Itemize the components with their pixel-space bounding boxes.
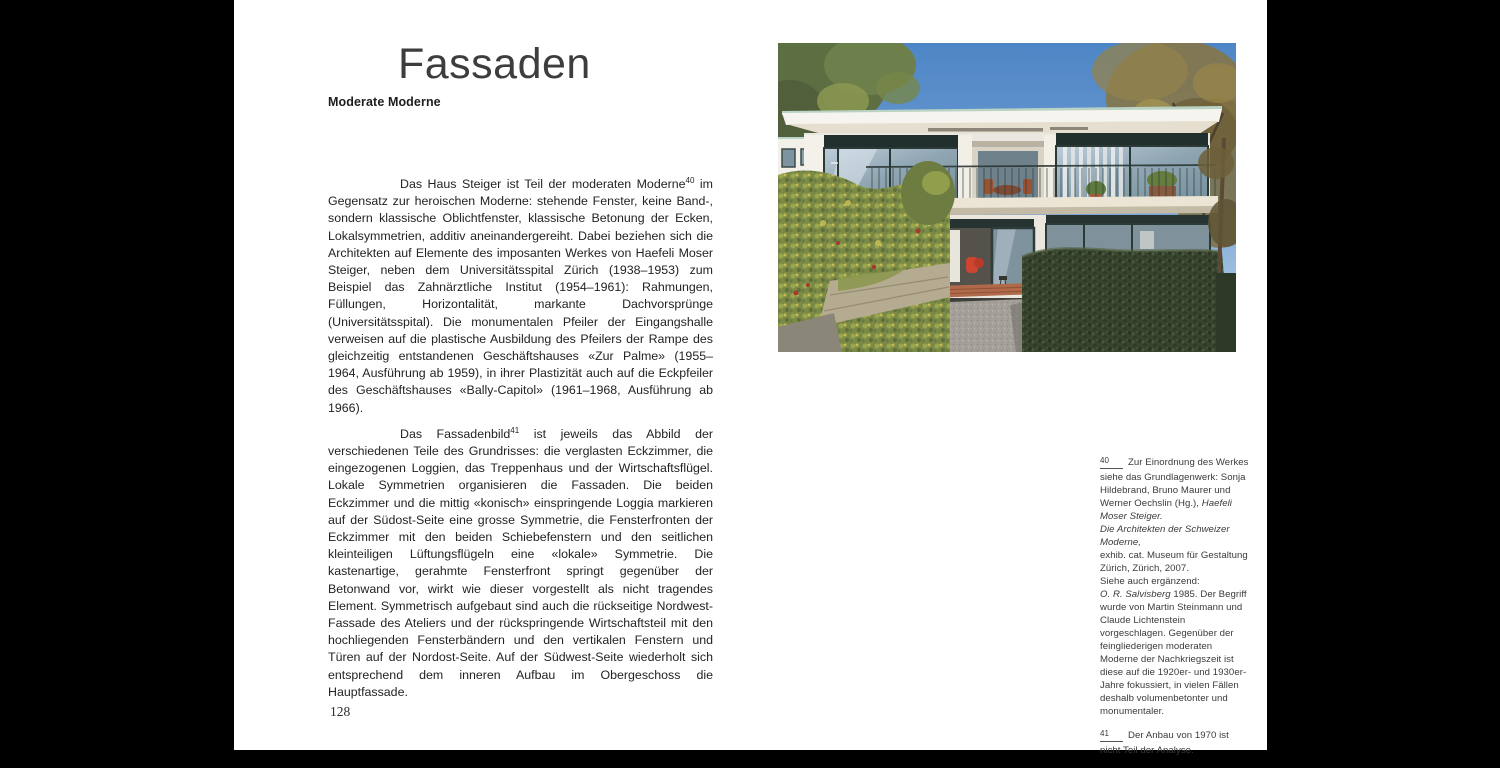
footnote-40-text: Zur Einordnung des Werkes siehe das Grundlagenwerk: Sonja Hildebrand, Bruno Maurer und Werner Oechslin (Hg.), bbox=[1100, 457, 1249, 509]
letterbox-left bbox=[0, 0, 234, 750]
paragraph-2 bbox=[328, 426, 713, 701]
footnote-40-text: 1985. Der Begriff wurde von Martin Steinmann und Claude Lichtenstein vorgeschlagen. Gegenüber der feingliederigen moderaten Moderne der Nachkriegszeit ist diese auf die 1920er- und 1930er-Jahre fokussiert, in vielen Fällen deshalb volumenbetonter und monumentaler. bbox=[1100, 589, 1247, 717]
footnote-40-text: Siehe auch ergänzend: bbox=[1100, 576, 1200, 587]
footnote-ref-41: 41 bbox=[510, 425, 520, 435]
tall-shrub bbox=[901, 161, 955, 225]
bistro-chair bbox=[999, 276, 1007, 280]
page-title: Fassaden bbox=[398, 40, 591, 88]
body-text-column bbox=[328, 176, 713, 710]
book-page bbox=[234, 0, 1267, 756]
flower bbox=[806, 283, 810, 287]
footnote-40 bbox=[1100, 456, 1249, 718]
footnote-40-title-italic: Haefeli Moser Steiger. bbox=[1100, 498, 1232, 522]
flower bbox=[916, 229, 921, 234]
flower bbox=[794, 291, 799, 296]
section-subtitle: Moderate Moderne bbox=[328, 95, 441, 109]
paragraph-1-lead: Das Haus Steiger ist Teil der moderaten Moderne bbox=[400, 177, 686, 191]
footnote-41-marker: 41 bbox=[1100, 727, 1123, 742]
footnote-40-title-italic: O. R. Salvisberg bbox=[1100, 589, 1171, 600]
flower bbox=[836, 241, 840, 245]
paragraph-1 bbox=[328, 176, 713, 417]
footnote-40-text: exhib. cat. Museum für Gestaltung Zürich, Zürich, 2007. bbox=[1100, 550, 1248, 574]
paragraph-2-lead: Das Fassadenbild bbox=[400, 426, 511, 441]
flower bbox=[872, 265, 876, 269]
footnote-40-marker: 40 bbox=[1100, 454, 1123, 469]
photo-hedge bbox=[1022, 248, 1236, 352]
red-chair bbox=[974, 258, 984, 268]
page-number: 128 bbox=[330, 704, 351, 719]
paragraph-2-text: ist jeweils das Abbild der verschiedenen Teile des Grundrisses: die verglasten Eckzimmer, die eingezogenen Loggien, das Treppenhaus und der Wirtschaftsflügel. Lokale Symmetrien organisieren die Fassaden. Die beiden Eckzimmer und die mittig «konisch» einspringende Loggia markieren auf der Südost-Seite eine grosse Symmetrie, die Fensterfronten der Eckzimmer mit den beiden Schiebefenstern und den seitlichen kleinteiligen Lüftungsflügeln eine «lokale» Symmetrie. Die kastenartige, gerahmte Fensterfront springt gegenüber der Betonwand vor, wirkt wie dieser vorgestellt als nicht tragendes Element. Symmetrisch aufgebaut sind auch die rückseitige Nordwest-Fassade des Ateliers und der rückspringende Wirtschaftsteil mit den hochliegenden Fensterbändern und den vertikalen Fenstern und Türen auf der Nordost-Seite. Auf der Südwest-Seite wiederholt sich entsprechend dem inneren Aufbau im Obergeschoss die Hauptfassade. bbox=[328, 426, 713, 699]
footnote-40-title-italic: Die Architekten der Schweizer Moderne, bbox=[1100, 524, 1230, 548]
ground-floor-doorway bbox=[946, 219, 1034, 286]
footnote-ref-40: 40 bbox=[685, 175, 695, 185]
paragraph-1-text: im Gegensatz zur heroischen Moderne: stehende Fenster, keine Band-, sondern klassische Oblichtfenster, klassische Betonung der Ecken, Lokalsymmetrien, additiv aneinandergereiht. Dabei beziehen sich die Architekten auf Elemente des imposanten Werkes von Haefeli Moser Steiger, neben dem Universitätsspital Zürich (1938–1953) zum Beispiel das Zahnärztliche Institut (1954–1961): Rahmungen, Füllungen, Horizontalität, markante Dachvorsprünge (Universitätsspital). Die monumentalen Pfeiler der Eingangshalle verweisen auf die plastische Ausbildung des Pfeilers der Rampe des gleichzeitig entstandenen Geschäftshauses «Zur Palme» (1955–1964, Ausführung ab 1959), in ihrer Plastizität auch auf die Eckpfeiler des Geschäftshauses «Bally-Capitol» (1961–1968, Ausführung ab 1966). bbox=[328, 177, 713, 415]
footnote-41 bbox=[1100, 729, 1249, 757]
house-photo bbox=[778, 43, 1236, 352]
photo-garden-left bbox=[778, 161, 955, 352]
footnote-41-text: Der Anbau von 1970 ist nicht Teil der Analyse. bbox=[1100, 730, 1229, 756]
footnotes-column bbox=[1100, 456, 1249, 768]
letterbox-right bbox=[1267, 0, 1500, 750]
